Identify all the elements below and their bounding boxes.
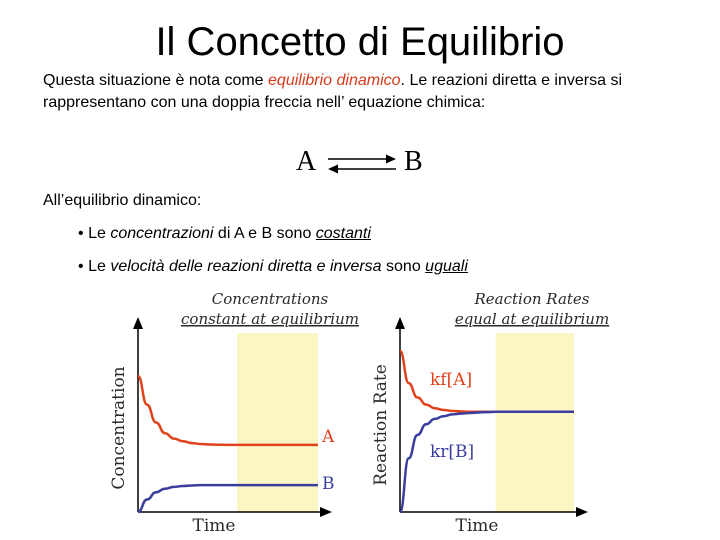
chart-title-line1: Reaction Rates (474, 290, 590, 308)
bullet-emphasis-underlined: uguali (425, 258, 468, 275)
bullet-marker: • (78, 225, 84, 242)
equilibrium-band (496, 333, 574, 512)
bullet-text: sono (381, 258, 426, 275)
chart-title-line2: constant at equilibrium (181, 310, 359, 328)
series-label-kr-b: kr[B] (430, 442, 475, 462)
x-axis-arrow-icon (576, 507, 588, 517)
x-axis-arrow-icon (320, 507, 332, 517)
bullet-marker: • (78, 258, 84, 275)
series-label-b: B (322, 474, 335, 494)
y-axis-arrow-icon (133, 317, 143, 329)
dynamic-heading: All’equilibrio dinamico: (43, 192, 202, 209)
equation-left: A (296, 146, 317, 177)
concentration-chart (109, 290, 359, 536)
bullet-emphasis-underlined: costanti (315, 225, 371, 242)
intro-text-before: Questa situazione è nota come (43, 72, 269, 89)
series-label-kf-a: kf[A] (430, 370, 473, 390)
chart-title-line1: Concentrations (211, 290, 329, 308)
chart-title-line2: equal at equilibrium (454, 310, 610, 328)
intro-highlight: equilibrio dinamico (268, 72, 401, 89)
x-axis-label: Time (192, 516, 236, 536)
bullet-text: di A e B sono (213, 225, 316, 242)
y-axis-label: Concentration (109, 366, 129, 490)
bullet-emphasis: concentrazioni (110, 225, 214, 242)
x-axis-label: Time (455, 516, 499, 536)
equation-right: B (404, 146, 423, 177)
intro-text-after: . Le reazioni diretta e inversa si rappresentano con una doppia freccia nell’ equazione chimica: (43, 72, 622, 111)
y-axis-arrow-icon (395, 317, 405, 329)
page-title: Il Concetto di Equilibrio (155, 20, 565, 64)
bullet-emphasis: velocità delle reazioni diretta e inversa (110, 258, 382, 275)
bullet-text: Le (88, 258, 111, 275)
series-label-a: A (322, 427, 335, 447)
y-axis-label: Reaction Rate (371, 364, 391, 486)
bullet-text: Le (88, 225, 111, 242)
rate-chart (371, 290, 609, 536)
